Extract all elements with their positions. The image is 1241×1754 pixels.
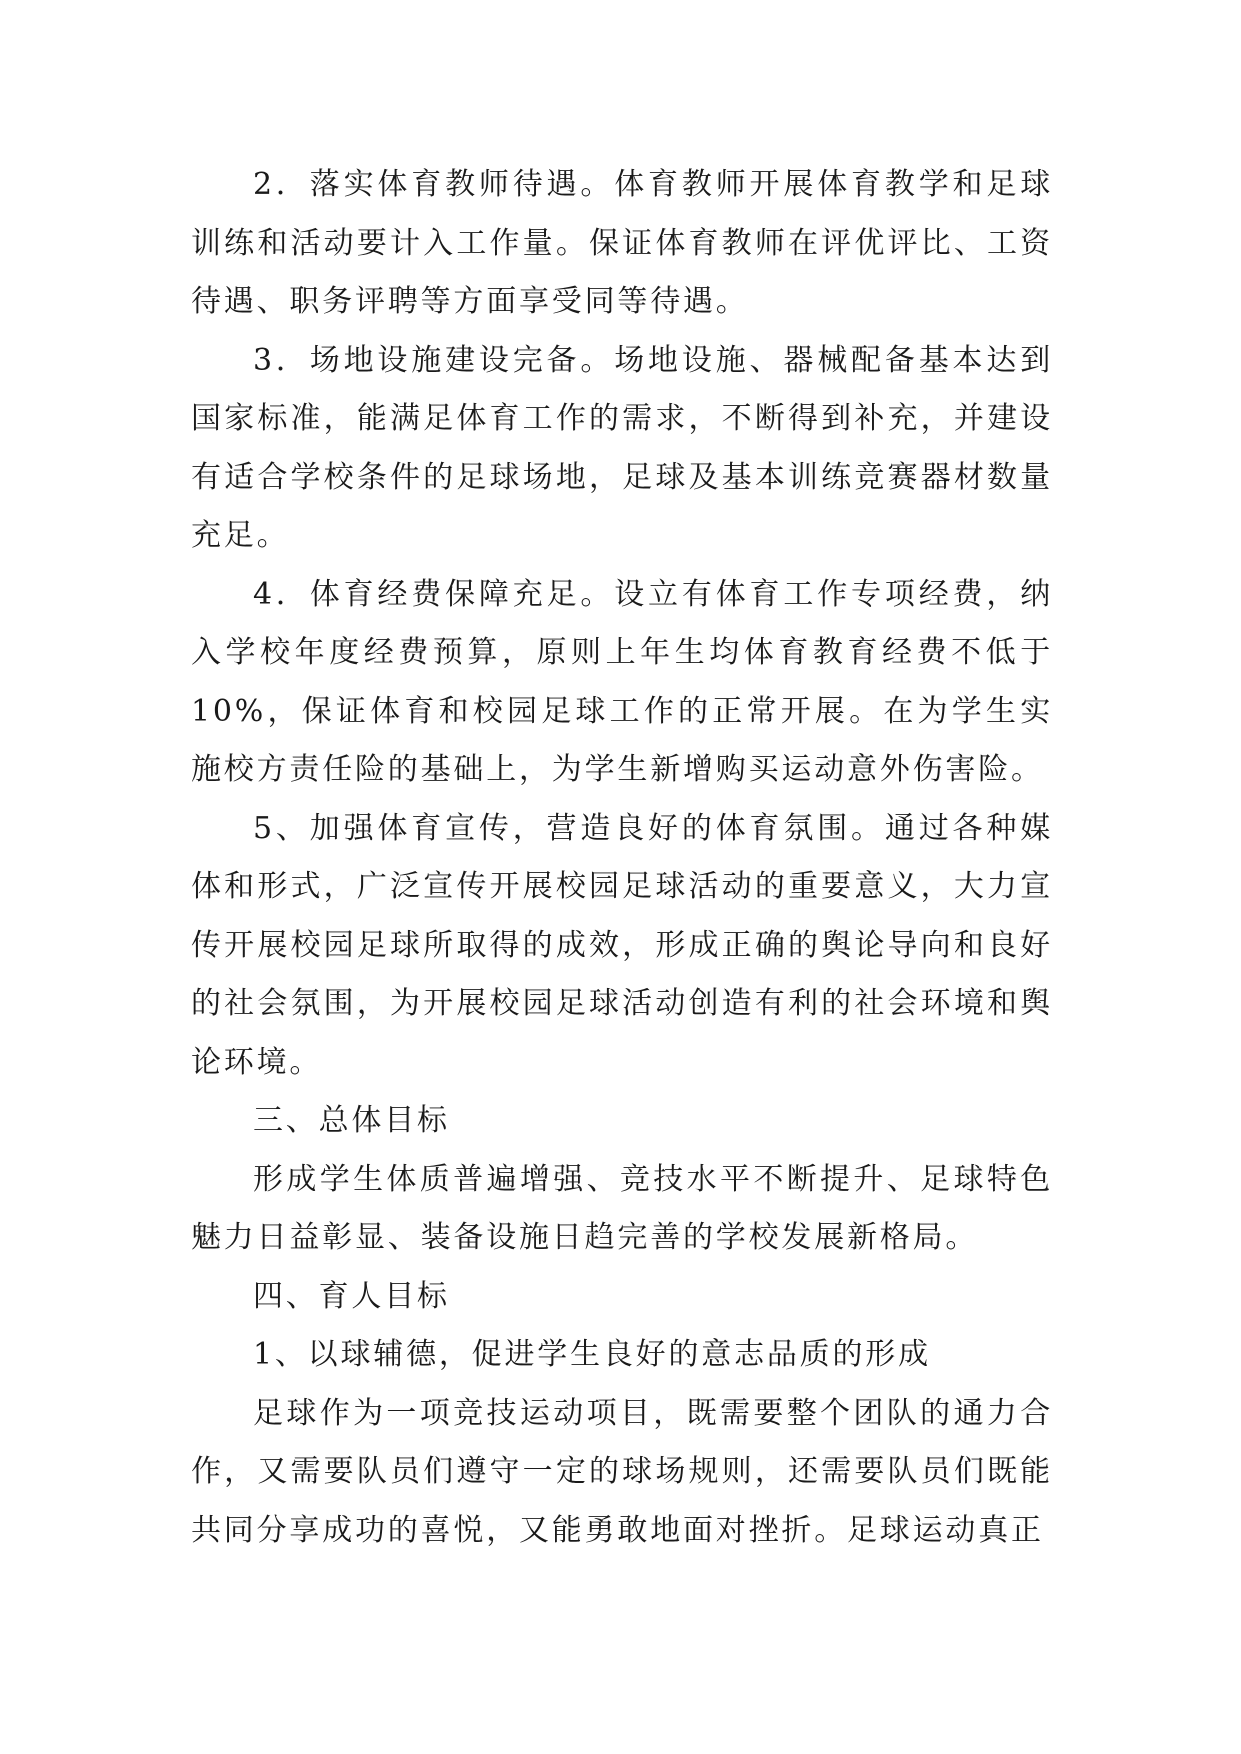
document-body (191, 156, 1053, 1560)
paragraph-overall-goal: 形成学生体质普遍增强、竞技水平不断提升、足球特色魅力日益彰显、装备设施日趋完善的学校发展新格局。 (191, 1161, 1053, 1255)
subheading-morality: 1、以球辅德，促进学生良好的意志品质的形成 (253, 1337, 931, 1372)
heading-education-goal: 四、育人目标 (253, 1278, 450, 1314)
paragraph-publicity: 5、加强体育宣传，营造良好的体育氛围。通过各种媒体和形式，广泛宣传开展校园足球活动的重要意义，大力宣传开展校园足球所取得的成效，形成正确的舆论导向和良好的社会氛围，为开展校园足球活动创造有利的社会环境和舆论环境。 (191, 810, 1053, 1080)
paragraph-funding: 4．体育经费保障充足。设立有体育工作专项经费，纳入学校年度经费预算，原则上年生均体育教育经费不低于10%，保证体育和校园足球工作的正常开展。在为学生实施校方责任险的基础上，为学生新增购买运动意外伤害险。 (191, 576, 1053, 787)
paragraph-facilities: 3．场地设施建设完备。场地设施、器械配备基本达到国家标准，能满足体育工作的需求，不断得到补充，并建设有适合学校条件的足球场地，足球及基本训练竞赛器材数量充足。 (191, 342, 1053, 553)
paragraph-teacher-treatment: 2．落实体育教师待遇。体育教师开展体育教学和足球训练和活动要计入工作量。保证体育教师在评优评比、工资待遇、职务评聘等方面享受同等待遇。 (191, 167, 1053, 319)
heading-overall-goal: 三、总体目标 (253, 1103, 450, 1138)
paragraph-football-teamwork: 足球作为一项竞技运动项目，既需要整个团队的通力合作，又需要队员们遵守一定的球场规则，还需要队员们既能共同分享成功的喜悦，又能勇敢地面对挫折。足球运动真正 (191, 1395, 1053, 1548)
